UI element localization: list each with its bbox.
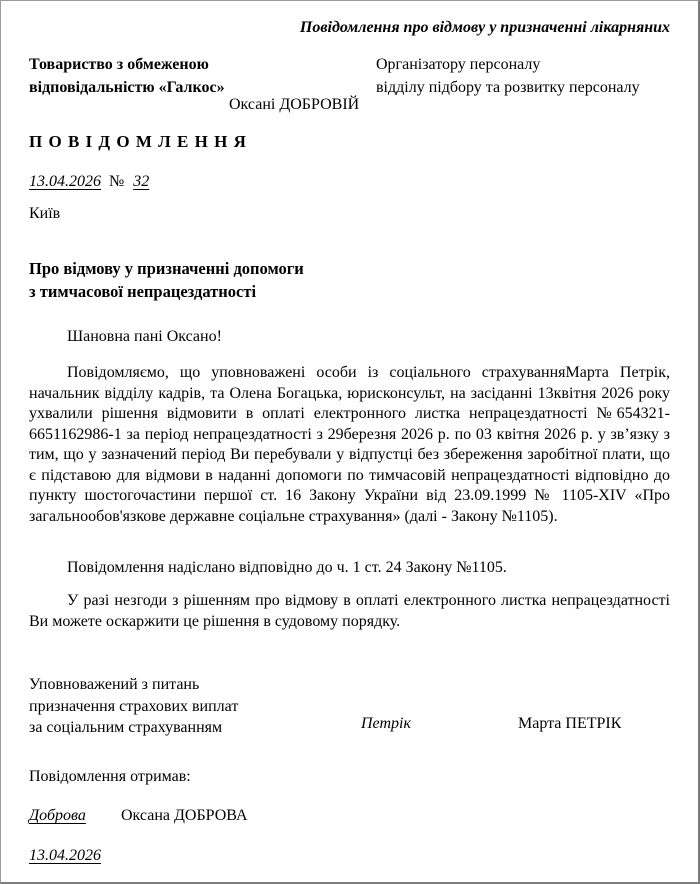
signer-position-line-1: Уповноважений з питань	[29, 676, 200, 693]
recipient-block	[376, 53, 640, 99]
body-paragraph-1: Повідомляємо, що уповноважені особи із соціального страхуванняМарта Петрік, начальник відділу кадрів, та Олена Богацька, юрисконсульт, на засіданні 13квітня 2026 року ухвалили рішення відмовити в оплаті електронного листка непрацездатності №654321-6651162986-1 за період непрацездатності з 29березня 2026 р. по 03 квітня 2026 р. у зв’язку з тим, що у зазначений період Ви перебували у відпустці без збереження заробітної плати, що є підставою для відмови в наданні допомоги по тимчасовій непрацездатності відповідно до пункту шостогочастини першої ст. 16 Закону України від 23.09.1999 № 1105-XIV «Про загальнообов'язкове державне соціальне страхування» (далі - Закону №1105).	[29, 364, 670, 525]
subject-line-2: з тимчасової непрацездатності	[29, 282, 257, 301]
signer-position-block	[29, 674, 238, 739]
sender-line-1: Товариство з обмеженою	[29, 56, 209, 73]
sender-block	[29, 53, 225, 99]
subject-line-1: Про відмову у призначенні допомоги	[29, 259, 304, 278]
document-type-heading: П О В І Д О М Л Е Н Н Я	[29, 132, 247, 151]
signer-position-line-3: за соціальним страхуванням	[29, 719, 223, 736]
document-number: 32	[133, 173, 150, 190]
date-number-line	[29, 173, 149, 191]
document-date: 13.04.2026	[29, 173, 101, 190]
signer-full-name: Марта ПЕТРІК	[518, 715, 622, 732]
signer-position-line-2: призначення страхових виплат	[29, 697, 239, 715]
receipt-date: 13.04.2026	[29, 847, 101, 864]
receipt-full-name: Оксана ДОБРОВА	[121, 807, 248, 824]
receipt-signature-handwritten: Доброва	[29, 807, 86, 824]
signature-handwritten: Петрік	[361, 715, 411, 732]
sender-line-2: відповідальністю «Галкос»	[29, 79, 225, 96]
recipient-line-1: Організатору персоналу	[376, 56, 541, 73]
city-label: Київ	[29, 205, 61, 222]
subject-block	[29, 257, 304, 303]
receipt-label: Повідомлення отримав:	[29, 768, 191, 785]
number-sign: №	[109, 173, 125, 190]
recipient-name: Оксані ДОБРОВІЙ	[229, 96, 360, 113]
body-paragraph-2: Повідомлення надіслано відповідно до ч. 1 ст. 24 Закону №1105.	[67, 559, 507, 576]
body-paragraph-3: У разі незгоди з рішенням про відмову в оплаті електронного листка непрацездатності Ви можете оскаржити це рішення в судовому порядку.	[29, 592, 670, 630]
recipient-line-2: відділу підбору та розвитку персоналу	[376, 79, 640, 96]
document-header-title: Повідомлення про відмову у призначенні лікарняних	[299, 19, 670, 36]
salutation: Шановна пані Оксано!	[67, 328, 222, 345]
